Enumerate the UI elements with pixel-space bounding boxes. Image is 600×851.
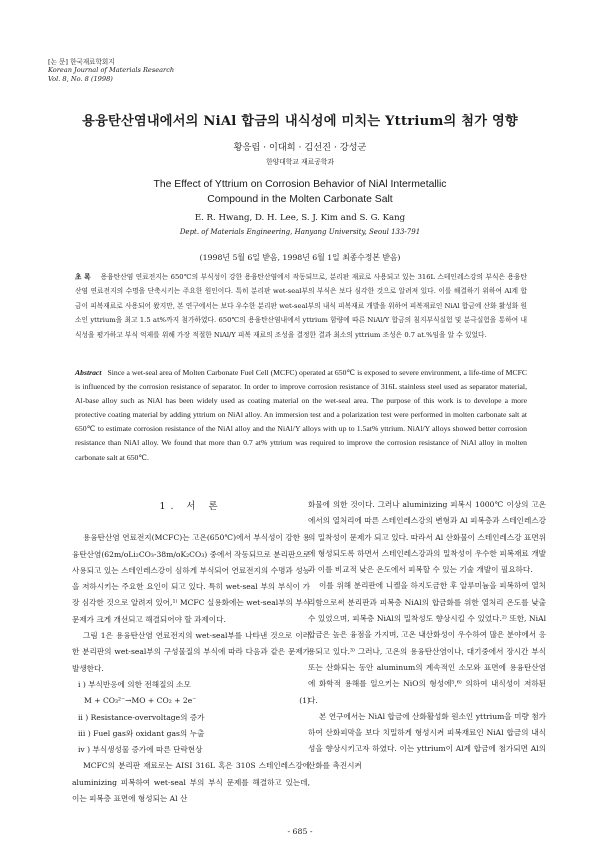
journal-header: [48, 58, 174, 83]
equation: [72, 693, 310, 709]
equation-text: M + CO₃²⁻→MO + CO₂ + 2e⁻: [84, 696, 197, 706]
title-korean: 용융탄산염내에서의 NiAl 합금의 내식성에 미치는 Yttrium의 첨가 영향: [82, 114, 518, 129]
page-number: - 685 -: [287, 827, 313, 836]
abstract-korean-label: 초 록: [75, 273, 91, 281]
list-item: iv ) 부식생성물 증가에 따른 단락현상: [78, 745, 203, 755]
abstract-english-label: Abstract: [75, 368, 102, 377]
authors-korean: 황응림 · 이대희 · 김선진 · 강성군: [233, 142, 367, 153]
received-dates: (1998년 5월 6일 받음, 1998년 6월 1일 최종수정본 받음): [199, 253, 401, 262]
paragraph: 본 연구에서는 NiAl 합금에 산화활성화 원소인 yttrium을 미량 첨가하여 산화피막을 보다 치밀하게 형성시켜 피복재료인 NiAl 합금의 내식성을 향상시키고자 하였다. 이는 yttrium이 Al계 합금에 첨가되면 Al의 산화를 촉진시켜: [308, 711, 546, 770]
authors-english: E. R. Hwang, D. H. Lee, S. J. Kim and S. G. Kang: [194, 213, 406, 223]
list-item: ii ) Resistance-overvoltage의 증가: [78, 712, 205, 722]
paragraph: MCFC의 분리판 재료로는 AISI 316L 혹은 310S 스테인레스강에 aluminizing 피복하여 wet-seal 부의 부식 문제를 해결하고 있는데, 이는 피복층 표면에 형성되는 Al 산: [72, 761, 310, 804]
body-column-left: [72, 497, 310, 807]
paragraph: 용융탄산염 연료전지(MCFC)는 고온(650℃)에서 부식성이 강한 용융탄산염(62m/oLi₂CO₃-38m/oK₂CO₃) 중에서 작동되므로 분리판으로 사용되고 있는 스테인레스강이 심하게 부식되어 연료전지의 수명과 성능을 저하시키는 주요한 요인이 되고 있다. 특히 wet-seal 부의 부식이 가장 심각한 것으로 알려져 있어,¹⁾ MCFC 실용화에는 wet-seal부의 부식 문제가 크게 개선되고 해결되어야 할 과제이다.: [72, 533, 310, 624]
abstract-english: [75, 366, 527, 465]
journal-volume: Vol. 8, No. 8 (1998): [48, 74, 113, 83]
affiliation-english: Dept. of Materials Engineering, Hanyang University, Seoul 133-791: [179, 228, 421, 236]
abstract-korean-text: 용융탄산염 연료전지는 650℃의 부식성이 강한 용융탄산염에서 작동되므로, 분리판 재료로 사용되고 있는 316L 스테인레스강의 부식은 용융탄산염 연료전지의 수명을 단축시키는 주요한 원인이다. 특히 분리판 wet-seal부의 부식은 보다 심각한 것으로 알려져 있다. 이를 해결하기 위하여 Al계 합금이 피복재료로 사용되어 왔지만, 본 연구에서는 보다 우수한 분리판 wet-seal부의 내식 피복재료 개발을 위하여 피복재료인 NiAl 합금에 산화 활성화 원소인 yttrium을 최고 1.5 at%까지 첨가하였다. 650℃의 용융탄산염내에서 yttrium 함량에 따른 NiAl/Y 합금의 침지부식실험 및 분극실험을 통하여 내식성을 평가하고 부식 억제를 위해 가장 적절한 NiAl/Y 피복 재료의 조성을 결정한 결과 최소의 yttrium 조성은 0.7 at.%임을 알 수 있었다.: [75, 273, 527, 339]
section-heading: 1. 서 론: [159, 501, 223, 512]
journal-name-en: Korean Journal of Materials Research: [48, 66, 175, 75]
equation-number: (1): [299, 696, 310, 706]
paragraph: 그림 1은 용융탄산염 연료전지의 wet-seal부를 나타낸 것으로 이러한 분리판의 wet-seal부의 구성물질의 부식에 따라 다음과 같은 문제가 발생한다.: [72, 631, 310, 673]
journal-name-ko: [논 문] 한국재료학회지: [48, 58, 115, 66]
affiliation-korean: 한양대학교 재료공학과: [266, 158, 334, 166]
list-item: i ) 부식반응에 의한 전해질의 소모: [78, 679, 191, 689]
abstract-korean: [75, 270, 527, 342]
paragraph: 화물에 의한 것이다. 그러나 aluminizing 피복시 1000℃ 이상의 고온에서의 열처리에 따른 스테인레스강의 변형과 Al 피복층과 스테인레스강의 밀착성이 문제가 되고 있다. 따라서 Al 산화물이 스테인레스강 표면위에 형성되도록 하면서 스테인레스강과의 밀착성이 우수한 피복재료 개발과 이를 비교적 낮은 온도에서 피복할 수 있는 기술 개발이 필요하다.: [308, 500, 546, 575]
title-english: [0, 178, 600, 207]
title-english-line: Compound in the Molten Carbonate Salt: [207, 193, 393, 205]
body-column-right: [308, 497, 546, 774]
list-item: iii ) Fuel gas와 oxidant gas의 누출: [78, 728, 205, 738]
abstract-english-text: Since a wet-seal area of Molten Carbonate Fuel Cell (MCFC) operated at 650℃ is exposed to severe environment, a life-time of MCFC is influenced by the corrosion resistance of separator. In order to improve corrosion resistance of 316L stainless steel used as separator material, Al-base alloy such as NiAl has been widely used as coating material on the wet-seal area. The purpose of this work is to develope a more protective coating material by adding yttrium on NiAl alloy. An immersion test and a polarization test were performed in molten carbonate salt at 650℃ to estimate corrosion resistance of the NiAl alloy and the NiAl/Y alloys with up to 1.5at% yttrium. NiAl/Y alloys showed better corrosion resistance than NiAl alloy. We found that more than 0.7 at% yttrium was required to improve the corrosion resistance of NiAl alloy in molten carbonate salt at 650℃.: [75, 368, 527, 462]
paragraph: 이를 위해 분리판에 니켈을 하지도금한 후 알루미늄을 피복하여 열처리함으로써 분리판과 피복층 NiAl의 합금화를 위한 열처리 온도를 낮출 수 있었으며, 피복층 NiAl의 밀착성도 향상시킬 수 있었다.²⁾ 또한, NiAl 합금은 높은 융점을 가지며, 고온 내산화성이 우수하여 많은 분야에서 응용되고 있다.³⁾ 그러나, 고온의 용융탄산염이나, 대기중에서 장시간 부식 또는 산화되는 동안 aluminum의 계속적인 소모와 표면에 용융탄산염에 화학적 용해를 일으키는 NiO의 형성에⁵,⁶⁾ 의하여 내식성이 저하된다.: [308, 581, 546, 705]
title-english-line: The Effect of Yttrium on Corrosion Behavior of NiAl Intermetallic: [153, 179, 447, 190]
